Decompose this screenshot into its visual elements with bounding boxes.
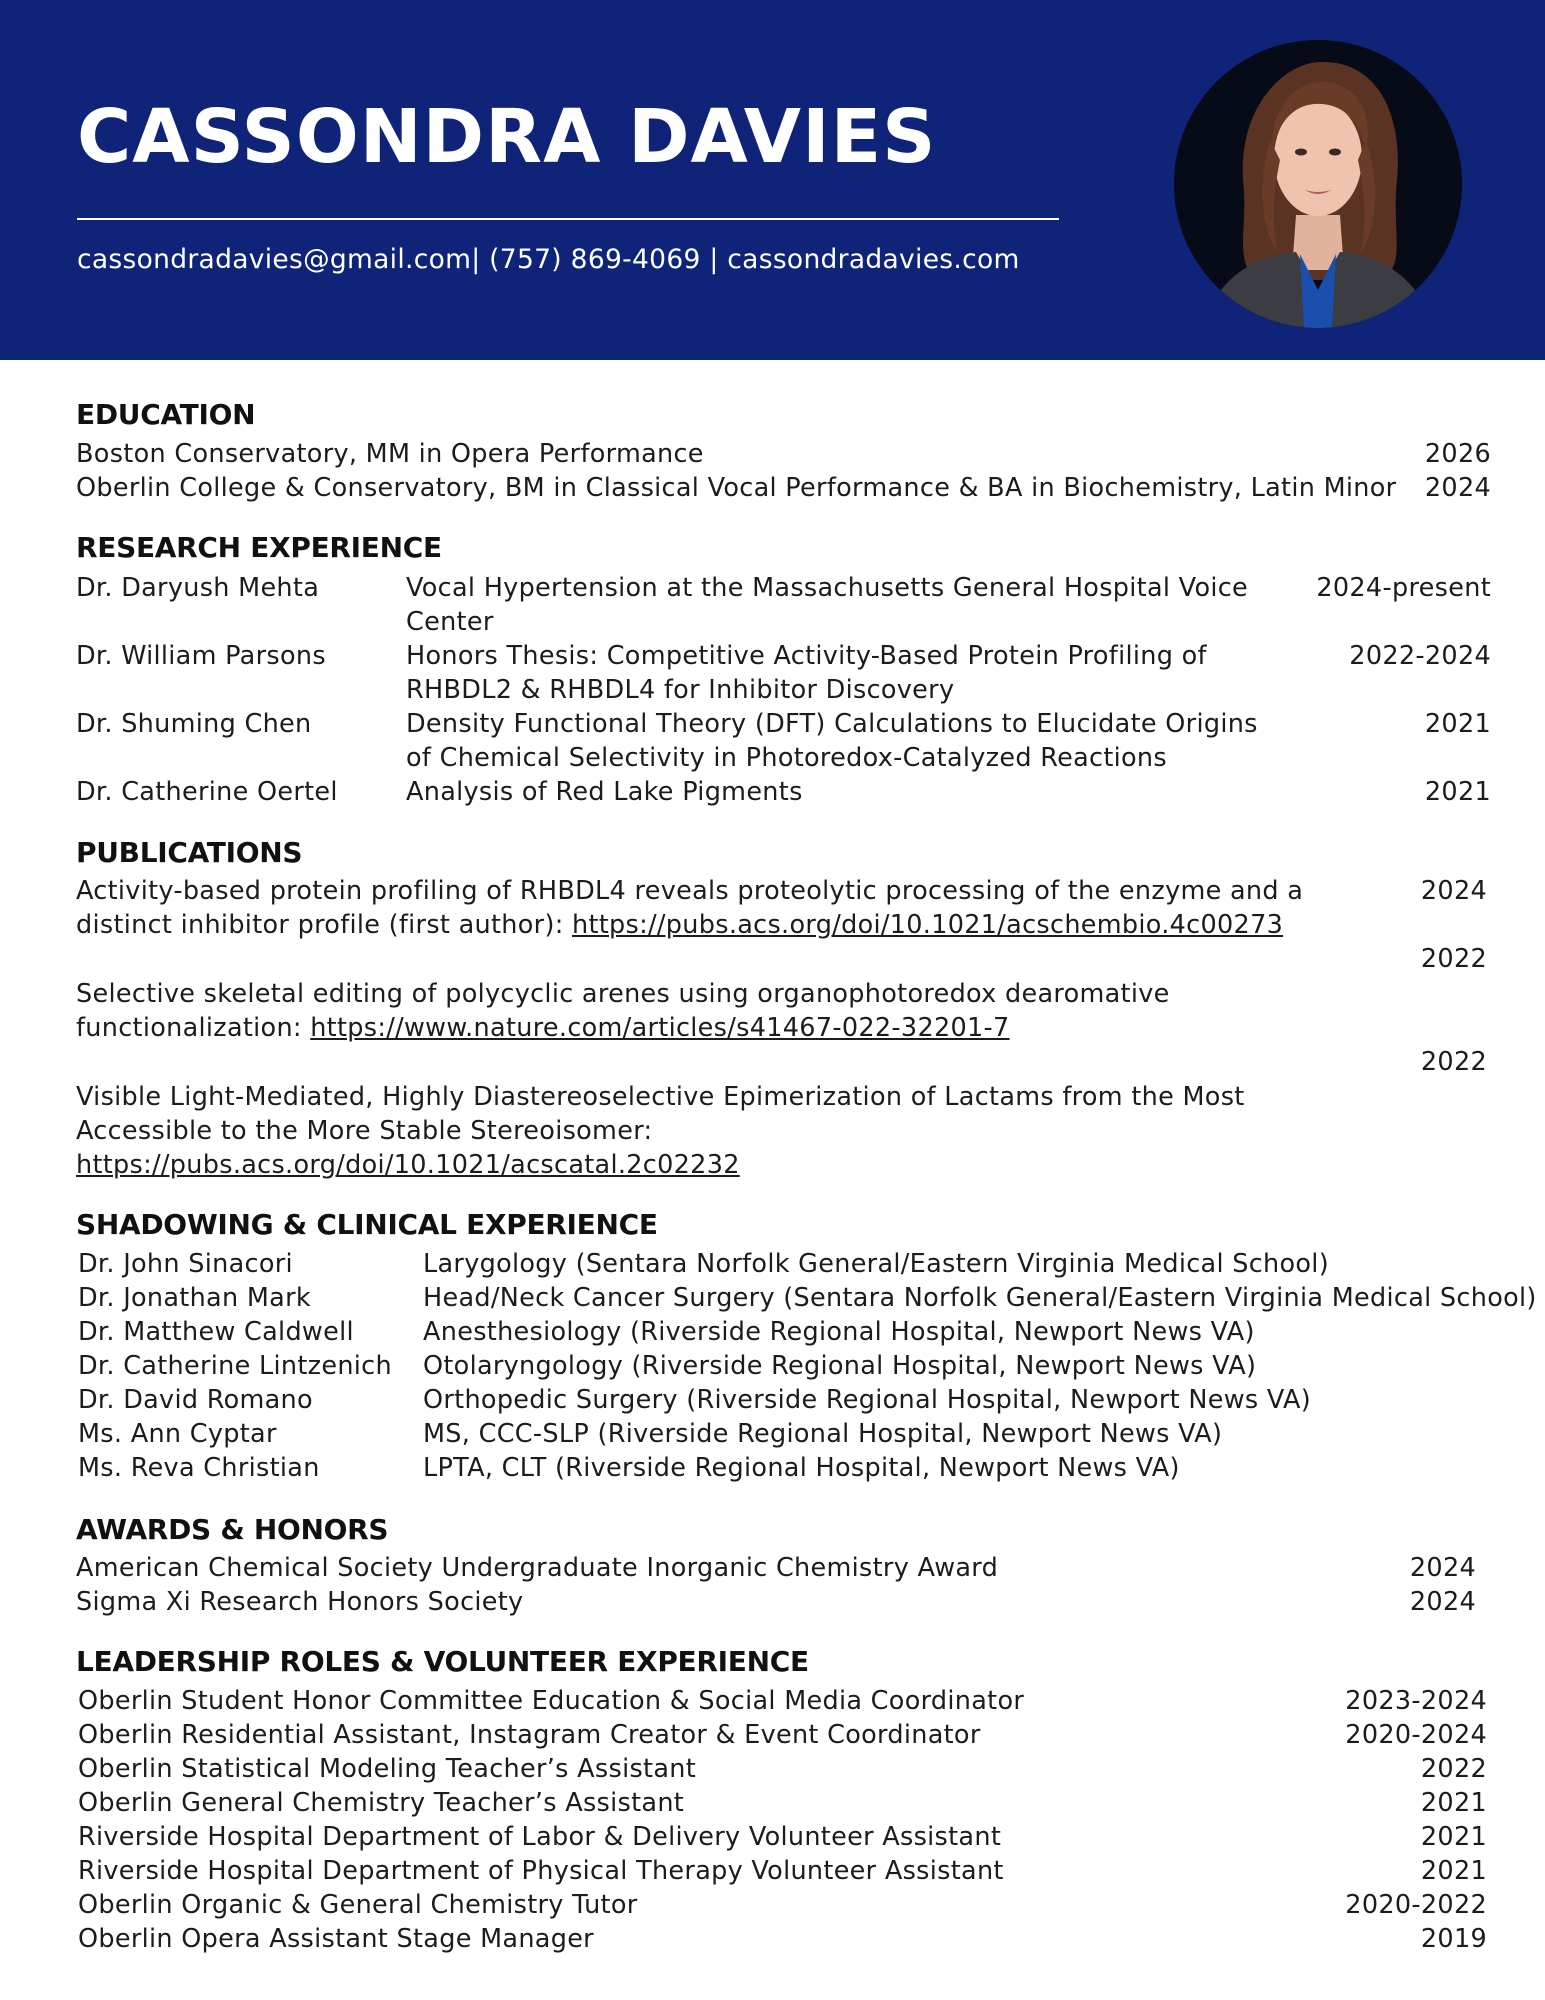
publication-title: Activity-based protein profiling of RHBDL4 reveals proteolytic processing of the enzyme and a (76, 876, 1304, 906)
research-mentor: Dr. Shuming Chen (76, 709, 312, 739)
shadowing-name: Dr. John Sinacori (78, 1249, 293, 1279)
section-title-education: EDUCATION (76, 398, 256, 431)
research-mentor: Dr. William Parsons (76, 641, 326, 671)
shadowing-name: Dr. David Romano (78, 1385, 313, 1415)
award-year: 2024 (1409, 1553, 1476, 1583)
publication-note: distinct inhibitor profile (first author): (76, 910, 572, 940)
leadership-year: 2020-2022 (1345, 1890, 1487, 1920)
shadowing-role: MS, CCC-SLP (Riverside Regional Hospital, Newport News VA) (423, 1419, 1223, 1449)
header-banner (0, 0, 1545, 360)
section-title-shadowing: SHADOWING & CLINICAL EXPERIENCE (76, 1208, 658, 1241)
candidate-name: CASSONDRA DAVIES (77, 94, 937, 180)
research-year: 2024-present (1316, 573, 1491, 603)
shadowing-name: Dr. Matthew Caldwell (78, 1317, 354, 1347)
portrait-illustration (1174, 40, 1462, 328)
research-year: 2021 (1424, 777, 1491, 807)
research-topic: Honors Thesis: Competitive Activity-Based Protein Profiling of (406, 641, 1207, 671)
award-year: 2024 (1409, 1587, 1476, 1617)
leadership-item: Oberlin General Chemistry Teacher’s Assistant (78, 1788, 685, 1818)
shadowing-role: Head/Neck Cancer Surgery (Sentara Norfolk General/Eastern Virginia Medical School) (423, 1283, 1537, 1313)
leadership-item: Oberlin Student Honor Committee Education & Social Media Coordinator (78, 1686, 1025, 1716)
research-topic-cont: RHBDL2 & RHBDL4 for Inhibitor Discovery (406, 675, 955, 705)
leadership-year: 2023-2024 (1345, 1686, 1487, 1716)
education-item: Oberlin College & Conservatory, BM in Classical Vocal Performance & BA in Biochemistry, Latin Minor (76, 473, 1397, 503)
award-item: American Chemical Society Undergraduate Inorganic Chemistry Award (76, 1553, 999, 1583)
profile-photo (1174, 40, 1462, 328)
education-item: Boston Conservatory, MM in Opera Performance (76, 439, 704, 469)
publication-link[interactable]: https://pubs.acs.org/doi/10.1021/acscatal.2c02232 (76, 1150, 740, 1180)
research-topic: Density Functional Theory (DFT) Calculations to Elucidate Origins (406, 709, 1258, 739)
shadowing-role: Anesthesiology (Riverside Regional Hospital, Newport News VA) (423, 1317, 1255, 1347)
research-year: 2021 (1424, 709, 1491, 739)
leadership-item: Oberlin Opera Assistant Stage Manager (78, 1924, 594, 1954)
research-mentor: Dr. Catherine Oertel (76, 777, 338, 807)
publication-citation (76, 908, 1283, 942)
shadowing-name: Dr. Catherine Lintzenich (78, 1351, 392, 1381)
leadership-year: 2021 (1420, 1822, 1487, 1852)
leadership-year: 2021 (1420, 1788, 1487, 1818)
leadership-item: Oberlin Organic & General Chemistry Tutor (78, 1890, 638, 1920)
publication-link[interactable]: https://pubs.acs.org/doi/10.1021/acschembio.4c00273 (572, 910, 1284, 940)
education-year: 2024 (1424, 473, 1491, 503)
research-topic-cont: Center (406, 607, 494, 637)
publication-note: functionalization: (76, 1013, 311, 1043)
publication-title: Visible Light-Mediated, Highly Diastereoselective Epimerization of Lactams from the Most (76, 1082, 1245, 1112)
section-title-publications: PUBLICATIONS (76, 836, 303, 869)
publication-link[interactable]: https://www.nature.com/articles/s41467-022-32201-7 (310, 1013, 1010, 1043)
leadership-year: 2019 (1420, 1924, 1487, 1954)
publication-year: 2024 (1420, 876, 1487, 906)
leadership-item: Riverside Hospital Department of Labor & Delivery Volunteer Assistant (78, 1822, 1002, 1852)
research-topic: Vocal Hypertension at the Massachusetts General Hospital Voice (406, 573, 1249, 603)
publication-year: 2022 (1420, 944, 1487, 974)
shadowing-name: Ms. Ann Cyptar (78, 1419, 277, 1449)
publication-title-cont: Accessible to the More Stable Stereoisomer: (76, 1116, 653, 1146)
leadership-year: 2022 (1420, 1754, 1487, 1784)
research-topic-cont: of Chemical Selectivity in Photoredox-Catalyzed Reactions (406, 743, 1167, 773)
education-year: 2026 (1424, 439, 1491, 469)
publication-citation (76, 1011, 1010, 1045)
publication-year: 2022 (1420, 1047, 1487, 1077)
leadership-year: 2021 (1420, 1856, 1487, 1886)
shadowing-role: Otolaryngology (Riverside Regional Hospital, Newport News VA) (423, 1351, 1257, 1381)
leadership-item: Oberlin Statistical Modeling Teacher’s Assistant (78, 1754, 697, 1784)
section-title-leadership: LEADERSHIP ROLES & VOLUNTEER EXPERIENCE (76, 1645, 809, 1678)
shadowing-role: LPTA, CLT (Riverside Regional Hospital, Newport News VA) (423, 1453, 1180, 1483)
shadowing-role: Orthopedic Surgery (Riverside Regional Hospital, Newport News VA) (423, 1385, 1311, 1415)
shadowing-name: Dr. Jonathan Mark (78, 1283, 311, 1313)
award-item: Sigma Xi Research Honors Society (76, 1587, 524, 1617)
section-title-research: RESEARCH EXPERIENCE (76, 531, 442, 564)
section-title-awards: AWARDS & HONORS (76, 1513, 389, 1546)
header-divider (77, 218, 1059, 220)
research-topic: Analysis of Red Lake Pigments (406, 777, 803, 807)
leadership-item: Riverside Hospital Department of Physical Therapy Volunteer Assistant (78, 1856, 1004, 1886)
shadowing-role: Larygology (Sentara Norfolk General/Eastern Virginia Medical School) (423, 1249, 1329, 1279)
contact-line: cassondradavies@gmail.com| (757) 869-4069 | cassondradavies.com (77, 244, 1020, 275)
publication-title: Selective skeletal editing of polycyclic arenes using organophotoredox dearomative (76, 979, 1170, 1009)
research-mentor: Dr. Daryush Mehta (76, 573, 320, 603)
leadership-item: Oberlin Residential Assistant, Instagram Creator & Event Coordinator (78, 1720, 981, 1750)
leadership-year: 2020-2024 (1345, 1720, 1487, 1750)
shadowing-name: Ms. Reva Christian (78, 1453, 320, 1483)
research-year: 2022-2024 (1349, 641, 1491, 671)
